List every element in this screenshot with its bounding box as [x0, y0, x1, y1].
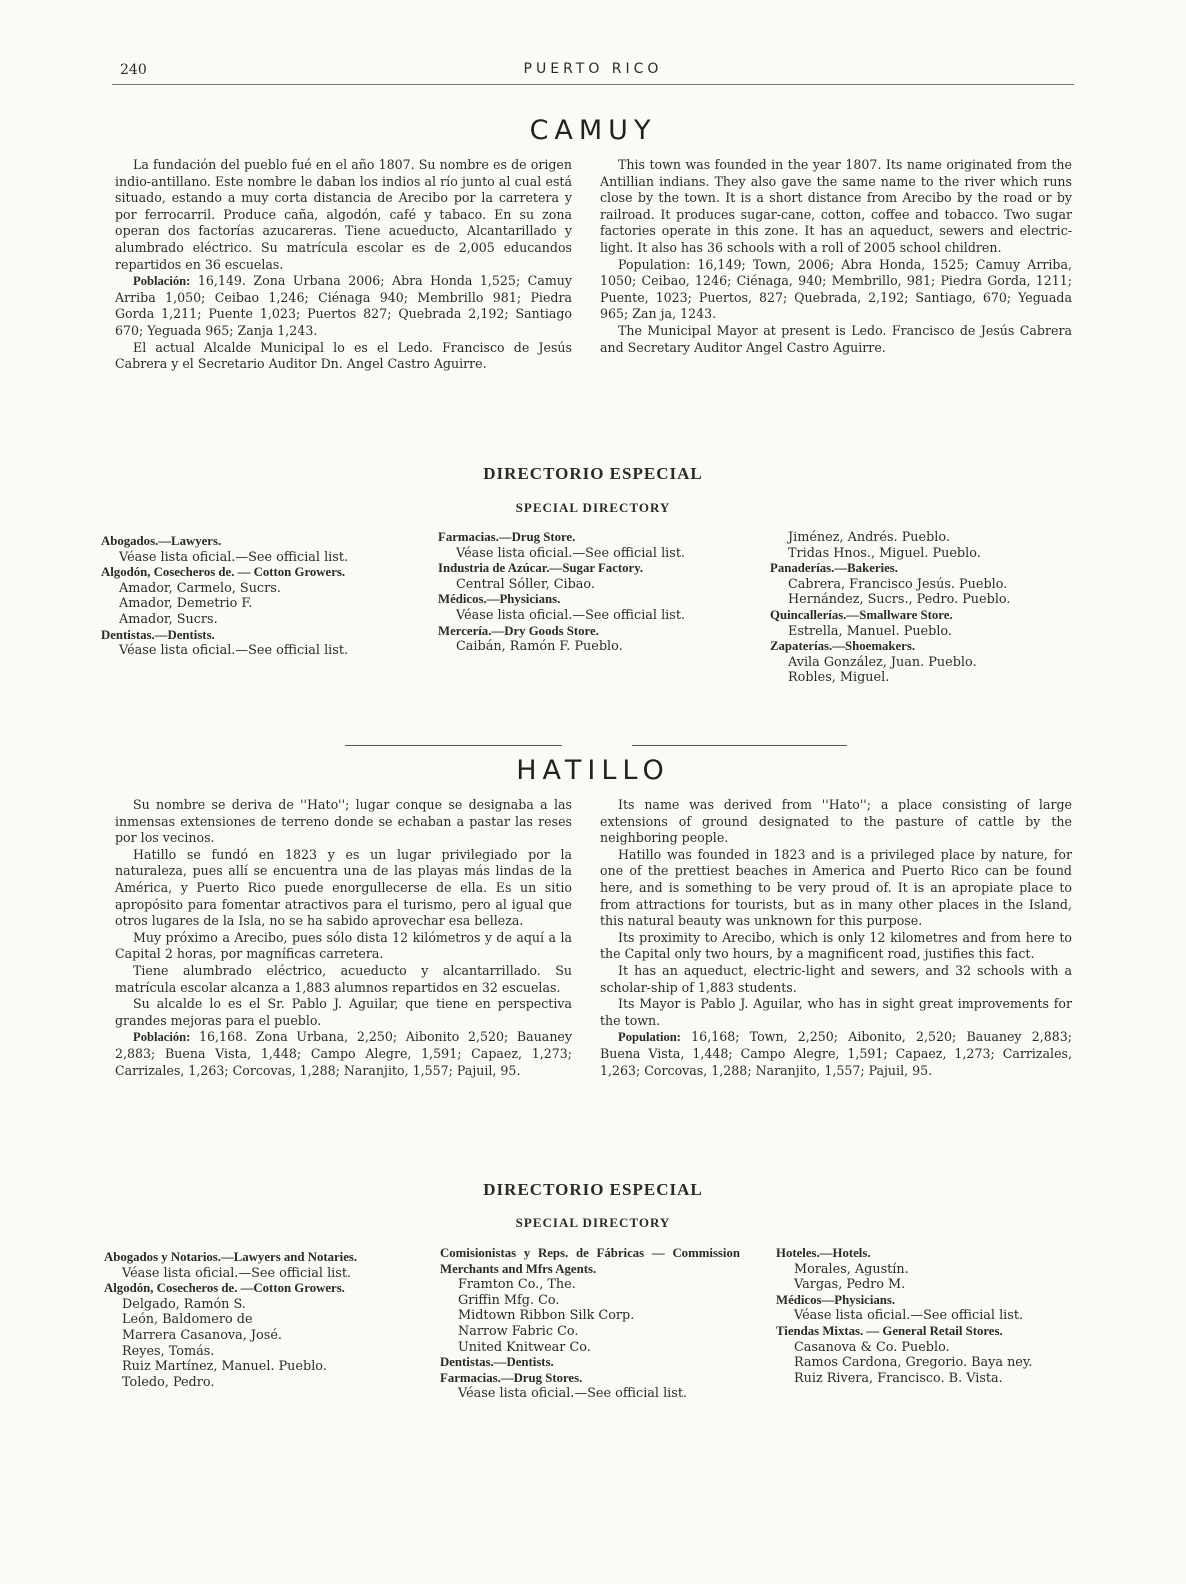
hatillo-title: HATILLO — [516, 755, 670, 786]
camuy-spanish-population — [115, 273, 572, 339]
camuy-directory-column-1 — [101, 534, 401, 659]
hatillo-spanish-paragraph-4: Tiene alumbrado eléctrico, acueducto y alcantarrillado. Su matrícula escolar alcanza a 1,883 alumnos repartidos en 32 escuelas. — [115, 962, 572, 995]
camuy-title: CAMUY — [529, 115, 657, 146]
directory-entry: Marrera Casanova, José. — [122, 1327, 282, 1343]
directory-category: Zapaterías.—Shoemakers. — [770, 639, 916, 654]
directory-entry: Hernández, Sucrs., Pedro. Pueblo. — [788, 592, 1011, 608]
directory-entry: Cabrera, Francisco Jesús. Pueblo. — [788, 576, 1008, 592]
directory-entry: Reyes, Tomás. — [122, 1343, 215, 1359]
directory-category: Quincallerías.—Smallware Store. — [770, 607, 953, 622]
directory-entry: Caibán, Ramón F. Pueblo. — [456, 639, 623, 655]
directory-entry: Ramos Cardona, Gregorio. Baya ney. — [794, 1355, 1033, 1371]
directory-category: Dentistas.—Dentists. — [101, 627, 215, 642]
hatillo-spanish-column — [115, 797, 572, 1079]
hatillo-english-paragraph-5: Its Mayor is Pablo J. Aguilar, who has in sight great improvements for the town. — [600, 996, 1072, 1028]
hatillo-directory-column-1 — [104, 1250, 404, 1390]
hatillo-spanish-population — [115, 1029, 572, 1079]
camuy-spanish-column — [115, 157, 572, 373]
hatillo-english-paragraph-3: Its proximity to Arecibo, which is only 12 kilometres and from here to the Capital only two hours, by a magnificent road, justifies this fact. — [600, 929, 1072, 962]
hatillo-directory-column-2 — [440, 1246, 740, 1402]
page-number: 240 — [120, 62, 147, 78]
directory-entry: Tridas Hnos., Miguel. Pueblo. — [788, 545, 981, 561]
section-divider — [345, 745, 847, 746]
hatillo-english-paragraph-4: It has an aqueduct, electric-light and sewers, and 32 schools with a scholar-ship of 1,883 students. — [600, 962, 1072, 995]
directory-entry: Narrow Fabric Co. — [458, 1323, 579, 1339]
directory-category: Algodón, Cosecheros de. — Cotton Growers. — [101, 565, 346, 580]
directory-entry: Véase lista oficial.—See official list. — [119, 643, 349, 659]
directory-category: Tiendas Mixtas. — General Retail Stores. — [776, 1323, 1003, 1338]
directory-category: Médicos.—Physicians. — [438, 592, 561, 607]
camuy-english-paragraph: This town was founded in the year 1807. Its name originated from the Antillian indians. They also gave the same name to the river which runs close by the town. It is a short distance from Arecibo by the road or by railroad. It produces sugar-cane, cotton, coffee and tobacco. Two sugar factories operate in this zone. It has an aqueduct, sewers and electric-light. It also has 36 schools with a roll of 2005 school children. — [600, 157, 1072, 255]
hatillo-english-column — [600, 797, 1072, 1079]
directory-category: Abogados y Notarios.—Lawyers and Notaries. — [104, 1250, 358, 1264]
page-header — [112, 58, 1074, 85]
population-label: Población: — [133, 274, 191, 289]
hatillo-spanish-paragraph-1: Su nombre se deriva de ''Hato''; lugar conque se designaba a las inmensas extensiones de terreno donde se echaban a pastar las reses por los vecinos. — [115, 797, 572, 846]
directory-entry: Avila González, Juan. Pueblo. — [788, 654, 977, 670]
population-text: 16,168. Zona Urbana, 2,250; Aibonito 2,520; Bauaney 2,883; Buena Vista, 1,448; Campo Alegre, 1,591; Capaez, 1,273; Carrizales, 1,263; Corcovas, 1,288; Naranjito, 1,557; Pajuil, 95. — [115, 1029, 572, 1078]
directory-entry: United Knitwear Co. — [458, 1339, 591, 1355]
hatillo-english-population — [600, 1029, 1072, 1079]
camuy-english-population: Population: 16,149; Town, 2006; Abra Honda, 1525; Camuy Arriba, 1050; Ceibao, 1246; Ciénaga, 940; Membrillo, 981; Piedra Gorda, 1211; Puente, 1023; Puertos, 827; Quebrada, 2,192; Santiago, 670; Yeguada 965; Zan ja, 1243. — [600, 256, 1072, 322]
directory-entry: Véase lista oficial.—See official list. — [456, 607, 686, 623]
directory-entry: Véase lista oficial.—See official list. — [119, 549, 349, 565]
population-text: 16,168; Town, 2,250; Aibonito, 2,520; Bauaney 2,883; Buena Vista, 1,448; Campo Alegre, 1,591; Capaez, 1,273; Carrizales, 1,263; Corcovas, 1,288; Naranjito, 1,557; Pajuil, 95. — [600, 1029, 1072, 1078]
camuy-english-column — [600, 157, 1072, 356]
camuy-directory-subtitle: SPECIAL DIRECTORY — [515, 500, 671, 515]
hatillo-english-paragraph-2: Hatillo was founded in 1823 and is a privileged place by nature, for one of the prettiest beaches in America and Puerto Rico can be found here, and is something to be very proud of. It is an apropiate place to from attractions for tourists, but as in many other places in the Island, this natural beauty was unknown for this purpose. — [600, 846, 1072, 929]
directory-entry: Amador, Sucrs. — [119, 611, 218, 627]
directory-category: Comisionistas y Reps. de Fábricas — Commission Merchants and Mfrs Agents. — [440, 1246, 740, 1276]
hatillo-directory-title: DIRECTORIO ESPECIAL — [483, 1180, 703, 1199]
directory-category: Abogados.—Lawyers. — [101, 534, 222, 548]
directory-entry: Central Sóller, Cibao. — [456, 576, 595, 592]
directory-entry: Véase lista oficial.—See official list. — [794, 1308, 1024, 1324]
camuy-spanish-mayor: El actual Alcalde Municipal lo es el Ledo. Francisco de Jesús Cabrera y el Secretario Auditor Dn. Angel Castro Aguirre. — [115, 339, 572, 372]
directory-entry: León, Baldomero de — [122, 1312, 253, 1328]
directory-entry: Robles, Miguel. — [788, 670, 890, 686]
camuy-spanish-paragraph: La fundación del pueblo fué en el año 1807. Su nombre es de origen indio-antillano. Este nombre le daban los indios al río junto al cual está situado, estando a muy corta distancia de Arecibo por la carretera y por ferrocarril. Produce caña, algodón, café y tabaco. En su zona operan dos factorías azucareras. Tiene acueducto, Alcantarillado y alumbrado eléctrico. Su matrícula escolar es de 2,005 educandos repartidos en 36 escuelas. — [115, 157, 572, 272]
directory-category: Farmacias.—Drug Store. — [438, 530, 576, 544]
directory-category: Mercería.—Dry Goods Store. — [438, 623, 599, 638]
hatillo-english-paragraph-1: Its name was derived from ''Hato''; a place consisting of large extensions of ground designated to the pasture of cattle by the neighboring people. — [600, 797, 1072, 846]
hatillo-spanish-paragraph-3: Muy próximo a Arecibo, pues sólo dista 12 kilómetros y de aquí a la Capital 2 horas, por magníficas carretera. — [115, 929, 572, 962]
directory-entry: Ruiz Martínez, Manuel. Pueblo. — [122, 1359, 327, 1375]
directory-entry: Midtown Ribbon Silk Corp. — [458, 1308, 635, 1324]
camuy-directory-title: DIRECTORIO ESPECIAL — [483, 464, 703, 483]
hatillo-spanish-paragraph-5: Su alcalde lo es el Sr. Pablo J. Aguilar, que tiene en perspectiva grandes mejoras para el pueblo. — [115, 996, 572, 1028]
directory-category: Farmacias.—Drug Stores. — [440, 1370, 583, 1385]
hatillo-directory-column-3 — [776, 1246, 1072, 1386]
directory-entry: Véase lista oficial.—See official list. — [456, 545, 686, 561]
directory-entry: Véase lista oficial.—See official list. — [122, 1265, 352, 1281]
directory-entry: Toledo, Pedro. — [122, 1374, 215, 1390]
directory-category: Hoteles.—Hotels. — [776, 1246, 871, 1260]
directory-entry: Framton Co., The. — [458, 1277, 576, 1293]
population-label: Población: — [133, 1030, 191, 1045]
directory-entry: Morales, Agustín. — [794, 1261, 909, 1277]
directory-entry: Jiménez, Andrés. Pueblo. — [788, 530, 950, 545]
hatillo-spanish-paragraph-2: Hatillo se fundó en 1823 y es un lugar privilegiado por la naturaleza, pues allí se encuentra una de las playas más lindas de la América, y Puerto Rico puede enorgullecerse de ella. Es un sitio apropósito para fomentar atractivos para el turismo, pero al igual que otros lugares de la Isla, no se ha sabido aprovechar esa belleza. — [115, 846, 572, 929]
directory-category: Panaderías.—Bakeries. — [770, 561, 898, 576]
directory-entry: Delgado, Ramón S. — [122, 1296, 246, 1312]
directory-entry: Griffin Mfg. Co. — [458, 1292, 560, 1308]
directory-category: Médicos—Physicians. — [776, 1292, 896, 1307]
camuy-english-mayor: The Municipal Mayor at present is Ledo. Francisco de Jesús Cabrera and Secretary Auditor Angel Castro Aguirre. — [600, 322, 1072, 355]
camuy-directory-column-3 — [770, 530, 1072, 686]
camuy-directory-column-2 — [438, 530, 738, 655]
directory-entry: Ruiz Rivera, Francisco. B. Vista. — [794, 1370, 1003, 1386]
directory-entry: Véase lista oficial.—See official list. — [458, 1386, 688, 1402]
directory-entry: Amador, Carmelo, Sucrs. — [119, 580, 281, 596]
population-label: Population: — [618, 1030, 681, 1045]
directory-entry: Vargas, Pedro M. — [794, 1277, 906, 1293]
directory-category: Dentistas.—Dentists. — [440, 1355, 554, 1370]
directory-category: Algodón, Cosecheros de. —Cotton Growers. — [104, 1281, 345, 1296]
hatillo-directory-subtitle: SPECIAL DIRECTORY — [515, 1215, 671, 1230]
directory-entry: Estrella, Manuel. Pueblo. — [788, 623, 952, 639]
directory-category: Industria de Azúcar.—Sugar Factory. — [438, 561, 644, 576]
running-title: PUERTO RICO — [523, 61, 663, 77]
directory-entry: Casanova & Co. Pueblo. — [794, 1339, 950, 1355]
population-text: 16,149. Zona Urbana 2006; Abra Honda 1,525; Camuy Arriba 1,050; Ceibao 1,246; Ciénaga 940; Membrillo 981; Piedra Gorda 1,211; Puente 1,023; Puertos 827; Quebrada 2,192; Santiago 670; Yeguada 965; Zanja 1,243. — [115, 273, 572, 338]
directory-entry: Amador, Demetrio F. — [119, 596, 253, 612]
